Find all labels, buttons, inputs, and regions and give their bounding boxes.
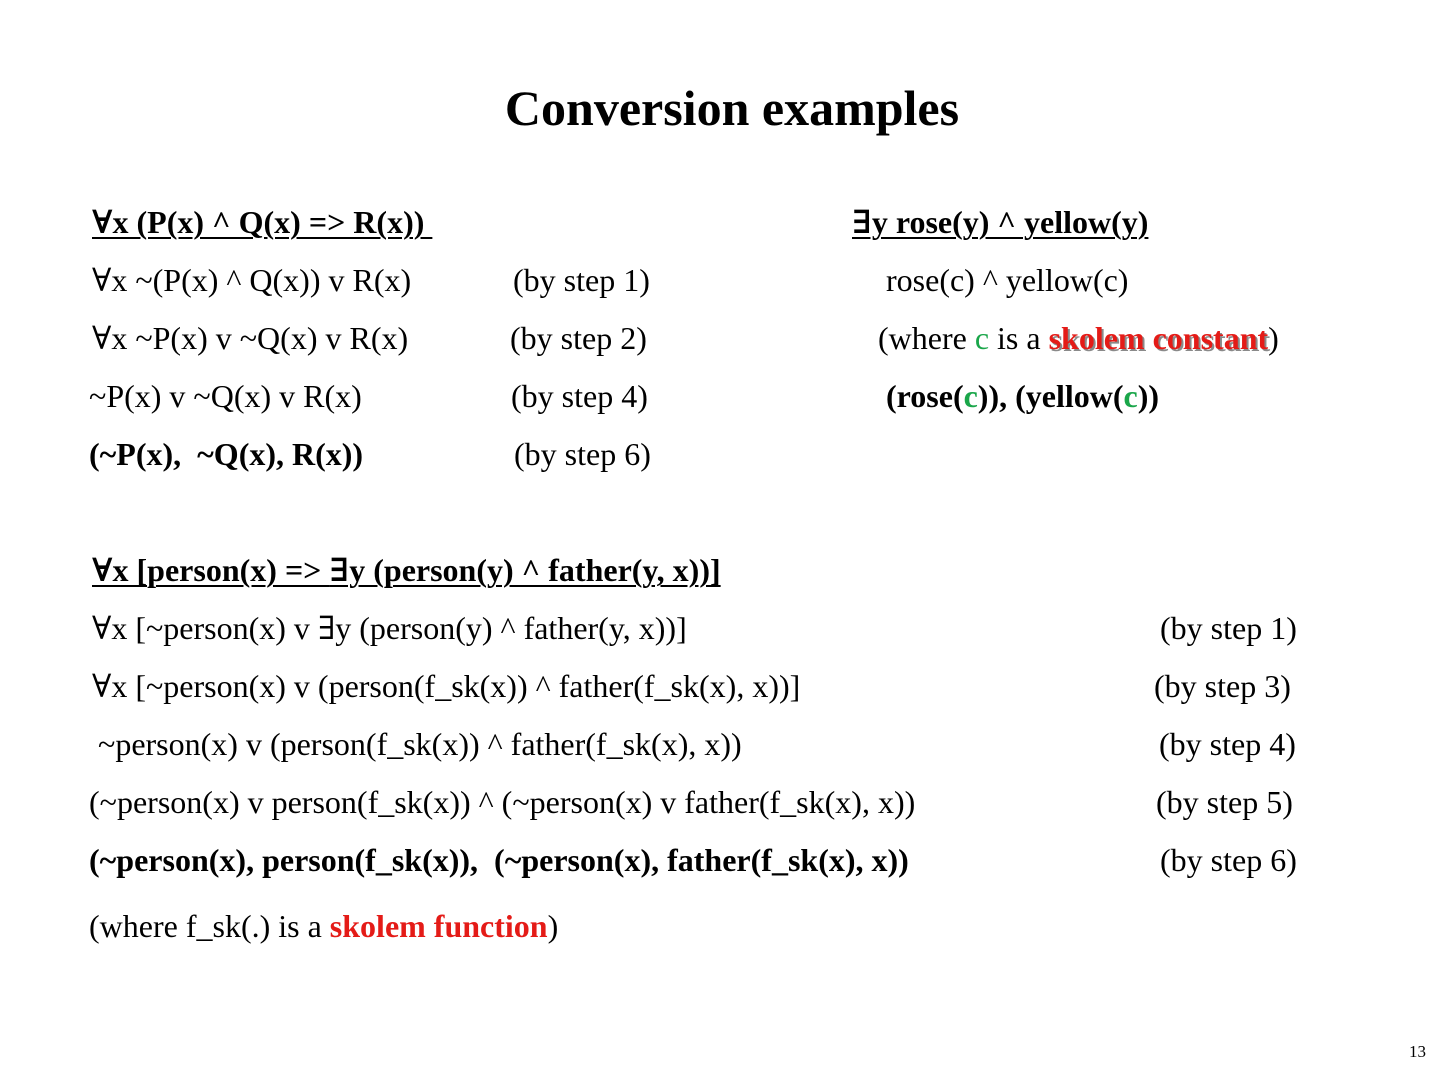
ex2-clauses (886, 376, 1159, 416)
ex3-skolem-function-note (89, 906, 558, 946)
ex3-skolem-function-term: skolem function (329, 908, 548, 944)
ex2-skolemized-expr: rose(c) ^ yellow(c) (886, 262, 1129, 298)
ex2-note-close: ) (1268, 320, 1279, 356)
ex3-note-close: ) (547, 908, 559, 944)
page-number: 13 (1409, 1042, 1426, 1061)
ex3-step1-expr: ∀x [~person(x) v ∃y (person(y) ^ father(y, x))] (92, 610, 687, 646)
slide-title: Conversion examples (504, 80, 960, 136)
ex2-clause-part-b: )), (yellow( (977, 378, 1124, 414)
ex3-original-formula (92, 550, 721, 590)
ex1-step1-expr: ∀x ~(P(x) ^ Q(x)) v R(x) (92, 262, 412, 298)
ex3-step6-label: (by step 6) (1160, 842, 1297, 878)
ex3-step4-expr: ~person(x) v (person(f_sk(x)) ^ father(f_sk(x), x)) (98, 726, 742, 762)
ex1-step2-label: (by step 2) (510, 320, 647, 356)
ex1-step6-label: (by step 6) (514, 436, 651, 472)
ex2-note-var: c (974, 320, 990, 356)
ex3-step4-label: (by step 4) (1159, 726, 1296, 762)
ex1-step2-expr: ∀x ~P(x) v ~Q(x) v R(x) (92, 320, 409, 356)
ex3-original-part-b: ∃y (person(y) ^ father(y, x))] (329, 552, 721, 588)
ex3-step5-expr: (~person(x) v person(f_sk(x)) ^ (~person(x) v father(f_sk(x), x)) (89, 784, 916, 820)
ex2-clause-part-a: (rose( (886, 378, 964, 414)
ex1-step4-expr: ~P(x) v ~Q(x) v R(x) (89, 378, 362, 414)
ex3-original-part-a: ∀x [person(x) => (92, 552, 330, 588)
ex1-step4-label: (by step 4) (511, 378, 648, 414)
ex2-skolem-constant-note (878, 318, 1279, 358)
ex2-note-mid: is a (989, 320, 1049, 356)
ex3-step3-expr: ∀x [~person(x) v (person(f_sk(x)) ^ father(f_sk(x), x))] (92, 668, 801, 704)
ex2-clause-end: )) (1137, 378, 1160, 414)
ex2-clause-constant-2: c (1123, 378, 1138, 414)
ex3-step1-label: (by step 1) (1160, 610, 1297, 646)
ex2-skolem-constant-term: skolem constant (1048, 320, 1269, 356)
ex3-step5-label: (by step 5) (1156, 784, 1293, 820)
ex2-clause-constant-1: c (963, 378, 978, 414)
ex3-note-open: (where f_sk(.) is a (89, 908, 330, 944)
ex2-original-formula: ∃y rose(y) ^ yellow(y) (852, 204, 1149, 240)
ex1-original-formula: ∀x (P(x) ^ Q(x) => R(x)) (92, 204, 433, 240)
ex2-note-open: (where (878, 320, 975, 356)
ex3-step3-label: (by step 3) (1154, 668, 1291, 704)
ex3-step6-expr: (~person(x), person(f_sk(x)), (~person(x), father(f_sk(x), x)) (89, 842, 909, 878)
ex1-step1-label: (by step 1) (513, 262, 650, 298)
ex1-step6-expr: (~P(x), ~Q(x), R(x)) (89, 436, 364, 472)
